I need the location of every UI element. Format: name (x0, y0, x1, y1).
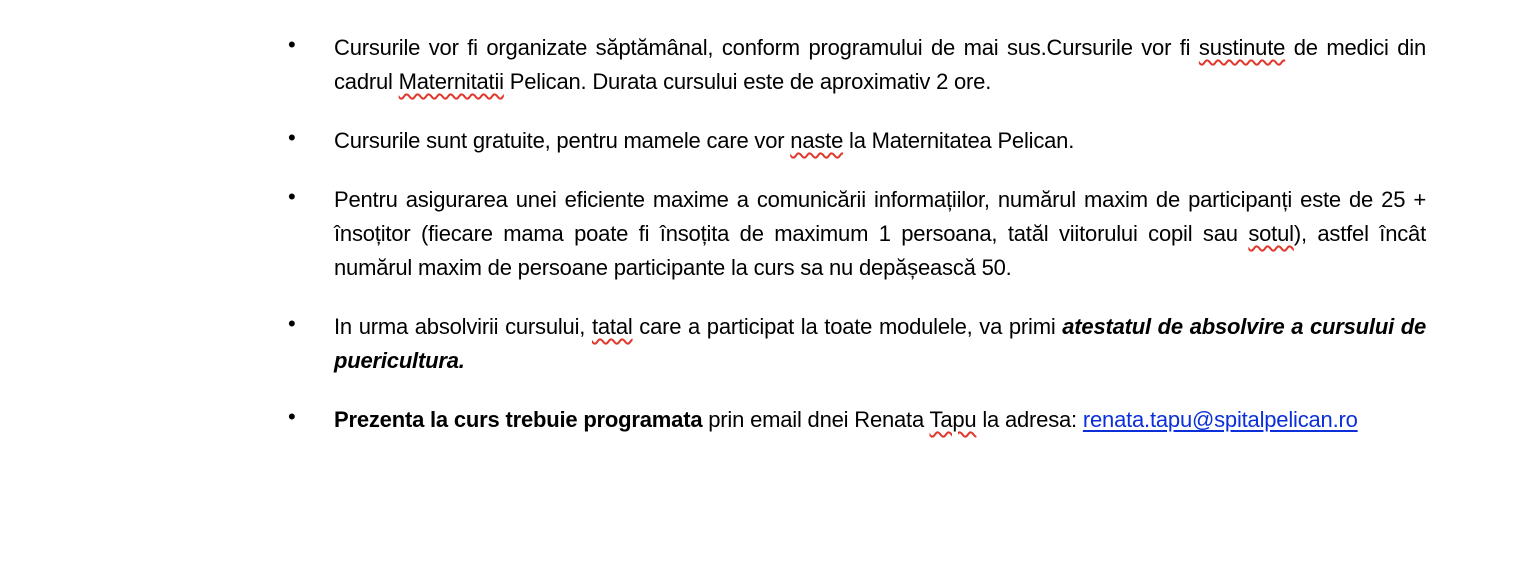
list-item (288, 310, 1426, 378)
bullet-icon: • (288, 311, 296, 336)
item-text: la Maternitatea Pelican. (843, 128, 1075, 153)
item-text: In urma absolvirii cursului, (334, 314, 592, 339)
spellcheck-word[interactable]: tatal (591, 314, 633, 339)
item-text: de medici din cadrul (334, 35, 1426, 94)
bullet-icon: • (288, 184, 296, 209)
list-item (288, 31, 1426, 99)
list-item (288, 124, 1426, 158)
item-text: la adresa: (976, 407, 1083, 432)
list-item (288, 403, 1426, 437)
item-text: Cursurile vor fi organizate săptămânal, conform programului de mai sus.Cursurile vor fi (334, 35, 1199, 60)
email-link[interactable]: renata.tapu@spitalpelican.ro (1082, 407, 1358, 432)
item-text: prin email dnei Renata (702, 407, 930, 432)
certificate-emphasis: atestatul de absolvire a cursului de puericultura. (334, 314, 1427, 373)
item-text: Pentru asigurarea unei eficiente maxime a comunicării informațiilor, numărul maxim de participanți este de 25 + însoțitor (fiecare mama poate fi însoțita de maximum 1 persoana, tatăl viitorului copil sau (334, 187, 1426, 246)
item-text: Pelican. Durata cursului este de aproximativ 2 ore. (503, 69, 992, 94)
bullet-icon: • (288, 32, 296, 57)
spellcheck-word[interactable]: Tapu (929, 407, 977, 432)
item-text: ), astfel încât numărul maxim de persoane participante la curs sa nu depășească 50. (334, 221, 1426, 280)
item-text: Cursurile sunt gratuite, pentru mamele care vor (334, 128, 791, 153)
scheduling-emphasis: Prezenta la curs trebuie programata (334, 407, 703, 432)
spellcheck-word[interactable]: Maternitatii (398, 69, 504, 94)
spellcheck-word[interactable]: sotul (1248, 221, 1294, 246)
info-bullet-list (288, 31, 1426, 437)
spellcheck-word[interactable]: naste (790, 128, 844, 153)
spellcheck-word[interactable]: sustinute (1198, 35, 1286, 60)
bullet-icon: • (288, 404, 296, 429)
list-item (288, 183, 1426, 285)
bullet-icon: • (288, 125, 296, 150)
item-text: care a participat la toate modulele, va primi (632, 314, 1063, 339)
